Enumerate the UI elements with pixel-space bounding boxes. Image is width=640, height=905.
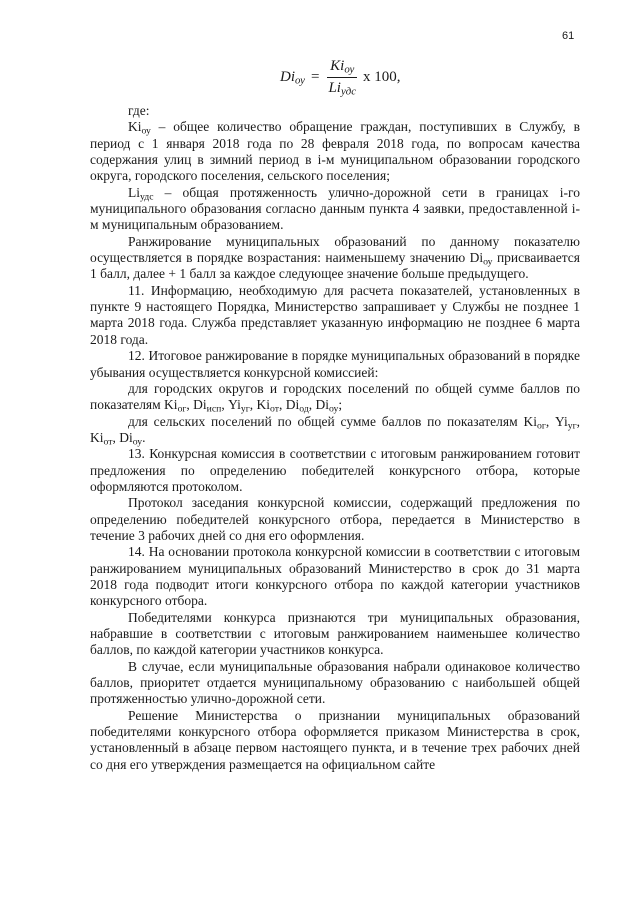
page-number: 61 [562, 30, 575, 42]
paragraph-item-14: 14. На основании протокола конкурсной комиссии в соответствии с итоговым ранжированием муниципальных образований Министерство в срок до 31 марта 2018 года подводит итоги конкурсного отбора по каждой категории участников конкурсного отбора. [90, 544, 580, 609]
formula-lhs: $Di_{оу}$ [280, 69, 305, 87]
formula-numerator: $Ki_{оу}$ [327, 58, 357, 78]
document-body [90, 103, 580, 773]
paragraph-item-13: 13. Конкурсная комиссия в соответствии с итоговым ранжированием готовит предложения по определению победителей конкурсного отбора, которые оформляются протоколом. [90, 446, 580, 494]
paragraph-item-12: 12. Итоговое ранжирование в порядке муниципальных образований в порядке убывания осуществляется конкурсной комиссией: [90, 348, 580, 380]
paragraph-ki-definition: $Ki_{оу}$ – общее количество обращение граждан, поступивших в Службу, в период с 1 января 2018 года по 28 февраля 2018 года, по вопросам качества содержания улиц в зимний период в i-м муниципальном образовании городского округа, городского поселения, сельского поселения; [90, 119, 580, 184]
paragraph-item-11: 11. Информацию, необходимую для расчета показателей, установленных в пункте 9 настоящего Порядка, Министерство запрашивает у Службы не позднее 1 марта 2018 года. Служба представляет указанную информацию не позднее 6 марта 2018 года. [90, 282, 580, 347]
paragraph-li-definition: $Li_{удс}$ – общая протяженность улично-дорожной сети в границах i-го муниципального образования согласно данным пункта 4 заявки, предоставленной i-м муниципальным образованием. [90, 184, 580, 233]
paragraph-tie-rule: В случае, если муниципальные образования набрали одинаковое количество баллов, приоритет отдается муниципальному образованию с наибольшей общей протяженностью улично-дорожной сети. [90, 658, 580, 707]
formula-equals: = [310, 69, 320, 85]
paragraph-protocol: Протокол заседания конкурсной комиссии, содержащий предложения по определению победителей конкурсного отбора, передается в Министерство в течение 3 рабочих дней со дня его оформления. [90, 495, 580, 543]
formula-fraction [325, 58, 359, 97]
formula-multiplier: x 100, [362, 69, 401, 85]
paragraph-rural-criteria: для сельских поселений по общей сумме баллов по показателям $Ki_{ог}$, $Yi_{уг}$, $Ki_{от}$, $Di_{оу}$. [90, 413, 580, 448]
formula [280, 58, 400, 97]
paragraph-where: где: [128, 103, 150, 118]
paragraph-ranking-rule: Ранжирование муниципальных образований по данному показателю осуществляется в порядке возрастания: наименьшему значению $Di_{оу}$ присваивается 1 балл, далее + 1 балл за каждое следующее значение больше предыдущего. [90, 233, 580, 282]
paragraph-decision: Решение Министерства о признании муниципальных образований победителями конкурсного отбора оформляется приказом Министерства в срок, установленный в абзаце первом настоящего пункта, и в течение трех рабочих дней со дня его утверждения размещается на официальном сайте [90, 707, 580, 772]
paragraph-urban-criteria: для городских округов и городских поселений по общей сумме баллов по показателям $Ki_{ог}$, $Di_{исп}$, $Yi_{уг}$, $Ki_{от}$, $Di_{од}$, $Di_{оу}$; [90, 380, 580, 415]
paragraph-winners: Победителями конкурса признаются три муниципальных образования, набравшие в соответствии с итоговым ранжированием наименьшее количество баллов, по каждой категории участников конкурса. [90, 609, 580, 658]
formula-denominator: $Li_{удс}$ [328, 80, 356, 98]
